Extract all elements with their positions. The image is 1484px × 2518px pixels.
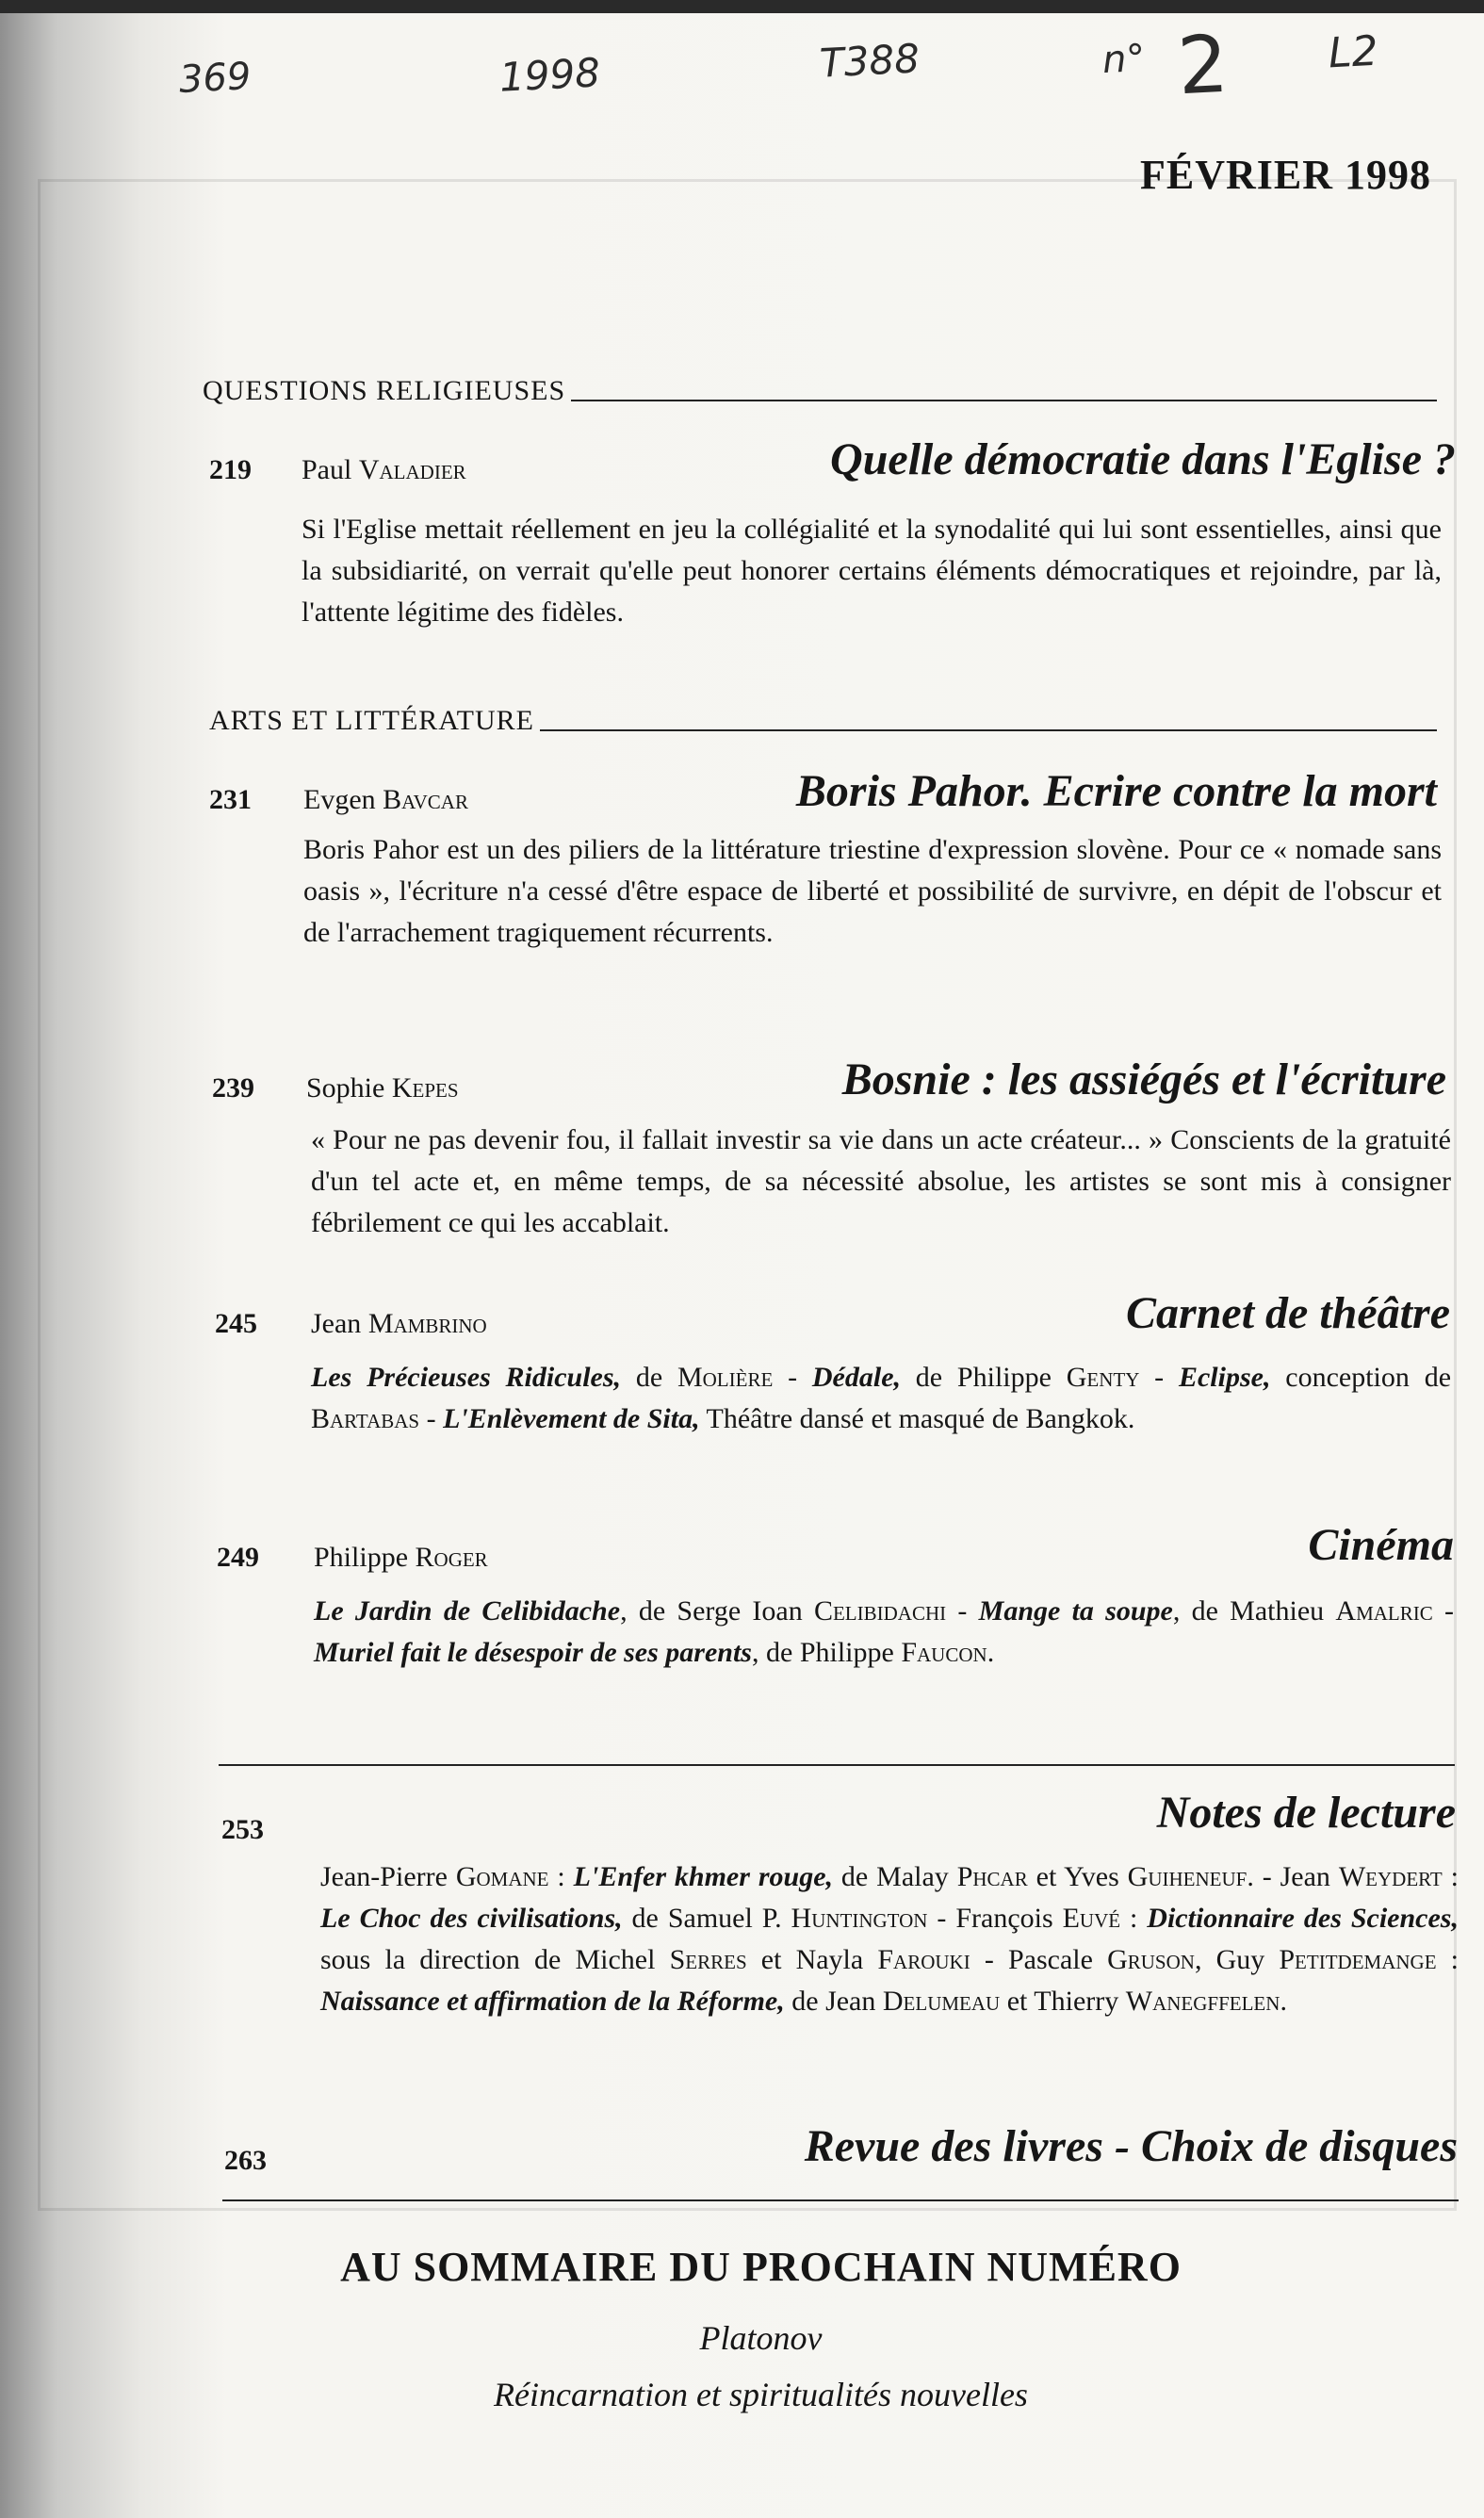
- author: Paul Valadier: [302, 454, 466, 485]
- handwritten-note-3: T388: [818, 35, 921, 87]
- article-reviews: Les Précieuses Ridicules, de Molière - Dédale, de Philippe Genty - Eclipse, conception de Bartabas - L'Enlèvement de Sita, Théâtre dansé et masqué de Bangkok.: [311, 1362, 1452, 1434]
- page-number: 253: [221, 1814, 264, 1845]
- author: Sophie Kepes: [306, 1072, 459, 1104]
- handwritten-note-4: n°: [1101, 36, 1147, 83]
- article-title: Boris Pahor. Ecrire contre la mort: [795, 766, 1437, 816]
- scan-edge: [0, 0, 1484, 13]
- handwritten-note-2: 1998: [497, 49, 602, 101]
- reading-notes: Jean-Pierre Gomane : L'Enfer khmer rouge, de Malay Phcar et Yves Guiheneuf. - Jean Weydert : Le Choc des civilisations, de Samuel P. Huntington - François Euvé : Dictionnaire des Sciences, sous la direction de Michel Serres et Nayla Farouki - Pascale Gruson, Guy Petitdemange : Naissance et affirmation de la Réforme, de Jean Delumeau et Thierry Wanegffelen.: [320, 1861, 1460, 2017]
- article-summary: « Pour ne pas devenir fou, il fallait investir sa vie dans un acte créateur... » Conscients de la gratuité d'un tel acte et, en même temps, de sa nécessité absolue, les artistes se sont mis à consigner fébrilement ce qui les accablait.: [311, 1124, 1451, 1238]
- article-title: Revue des livres - Choix de disques: [804, 2121, 1458, 2171]
- issue-date: FÉVRIER 1998: [1139, 152, 1431, 198]
- article-summary: Si l'Eglise mettait réellement en jeu la collégialité et la synodalité qui lui sont essentielles, ainsi que la subsidiarité, on verrait qu'elle peut honorer certains éléments démocratiques et rejoindre, par là, l'attente légitime des fidèles.: [302, 514, 1442, 628]
- page-number: 263: [224, 2145, 267, 2176]
- article-reviews: Le Jardin de Celibidache, de Serge Ioan Celibidachi - Mange ta soupe, de Mathieu Amalric - Muriel fait le désespoir de ses parents, de Philippe Faucon.: [314, 1595, 1454, 1668]
- article-title: Cinéma: [1308, 1520, 1454, 1570]
- next-issue-item: Platonov: [699, 2319, 823, 2357]
- next-issue-item: Réincarnation et spiritualités nouvelles: [494, 2376, 1028, 2413]
- section-header-religion: [203, 375, 1437, 407]
- section-header-arts: [209, 705, 1437, 737]
- page-number: 239: [212, 1072, 254, 1104]
- section-label: QUESTIONS RELIGIEUSES: [203, 375, 566, 406]
- handwritten-note-6: L2: [1327, 26, 1379, 78]
- divider: [219, 1764, 1455, 1766]
- author: Jean Mambrino: [311, 1308, 487, 1339]
- article-title: Quelle démocratie dans l'Eglise ?: [830, 434, 1456, 484]
- article-title: Carnet de théâtre: [1126, 1288, 1450, 1338]
- handwritten-note-1: 369: [177, 55, 253, 102]
- author: Philippe Roger: [314, 1542, 488, 1573]
- article-title: Bosnie : les assiégés et l'écriture: [841, 1055, 1446, 1104]
- article-summary: Boris Pahor est un des piliers de la littérature triestine d'expression slovène. Pour ce « nomade sans oasis », l'écriture n'a cessé d'être espace de liberté et possibilité de survivre, en dépit de l'obscur et de l'arrachement tragiquement récurrents.: [303, 834, 1442, 948]
- divider: [222, 2199, 1459, 2201]
- handwritten-note-5: 2: [1175, 17, 1231, 113]
- page-number: 219: [209, 454, 252, 485]
- next-issue-heading: AU SOMMAIRE DU PROCHAIN NUMÉRO: [340, 2244, 1182, 2290]
- page-number: 245: [215, 1308, 257, 1339]
- page-number: 231: [209, 784, 252, 815]
- article-title: Notes de lecture: [1156, 1788, 1456, 1838]
- page-number: 249: [217, 1542, 259, 1573]
- author: Evgen Bavcar: [303, 784, 468, 815]
- section-label: ARTS ET LITTÉRATURE: [209, 705, 534, 736]
